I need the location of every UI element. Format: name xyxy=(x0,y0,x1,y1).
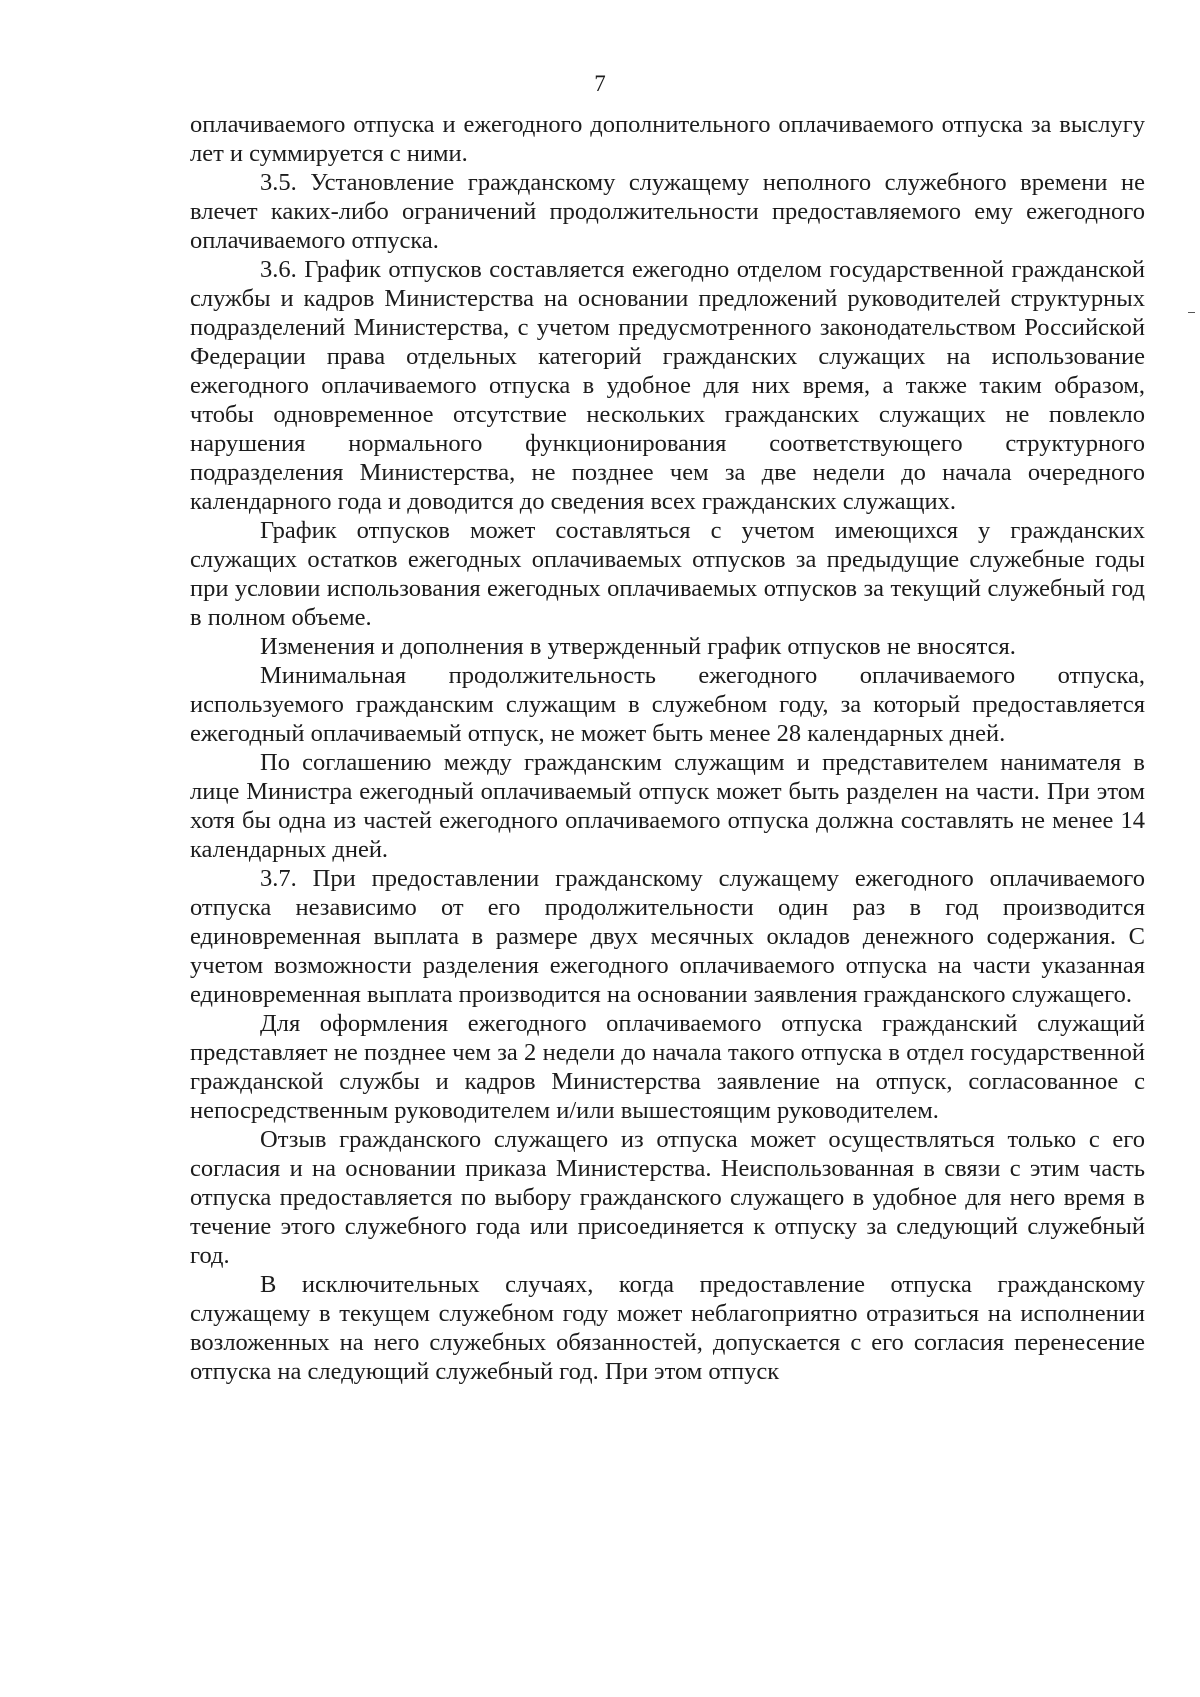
paragraph-schedule-changes: Изменения и дополнения в утвержденный график отпусков не вносятся. xyxy=(260,633,1016,660)
page-number: 7 xyxy=(594,71,606,96)
paragraph-3-6: 3.6. График отпусков составляется ежегодно отделом государственной гражданской службы и кадров Министерства на основании предложений руководителей структурных подразделений Министерства, с учетом предусмотренного законодательством Российской Федерации права отдельных категорий гражданских служащих на использование ежегодного оплачиваемого отпуска в удобное для них время, а также таким образом, чтобы одновременное отсутствие нескольких гражданских служащих не повлекло нарушения нормального функционирования соответствующего структурного подразделения Министерства, не позднее чем за две недели до начала очередного календарного года и доводится до сведения всех гражданских служащих. xyxy=(190,256,1145,515)
paragraph-3-7: 3.7. При предоставлении гражданскому служащему ежегодного оплачиваемого отпуска независимо от его продолжительности один раз в год производится единовременная выплата в размере двух месячных окладов денежного содержания. С учетом возможности разделения ежегодного оплачиваемого отпуска на части указанная единовременная выплата производится на основании заявления гражданского служащего. xyxy=(190,865,1145,1008)
paragraph-division-agreement: По соглашению между гражданским служащим и представителем нанимателя в лице Министра ежегодный оплачиваемый отпуск может быть разделен на части. При этом хотя бы одна из частей ежегодного оплачиваемого отпуска должна составлять не менее 14 календарных дней. xyxy=(190,749,1145,863)
paragraph-recall: Отзыв гражданского служащего из отпуска может осуществляться только с его согласия и на основании приказа Министерства. Неиспользованная в связи с этим часть отпуска предоставляется по выбору гражданского служащего в удобное для него время в течение этого служебного года или присоединяется к отпуску за следующий служебный год. xyxy=(190,1126,1145,1269)
scan-margin-mark xyxy=(1188,312,1195,313)
document-body xyxy=(190,110,1145,1386)
paragraph-minimum-duration: Минимальная продолжительность ежегодного оплачиваемого отпуска, используемого гражданским служащим в служебном году, за который предоставляется ежегодный оплачиваемый отпуск, не может быть менее 28 календарных дней. xyxy=(190,662,1145,747)
paragraph-continuation: оплачиваемого отпуска и ежегодного дополнительного оплачиваемого отпуска за выслугу лет и суммируется с ними. xyxy=(190,111,1145,167)
paragraph-exceptional-cases: В исключительных случаях, когда предоставление отпуска гражданскому служащему в текущем служебном году может неблагоприятно отразиться на исполнении возложенных на него служебных обязанностей, допускается с его согласия перенесение отпуска на следующий служебный год. При этом отпуск xyxy=(190,1271,1145,1385)
paragraph-3-5: 3.5. Установление гражданскому служащему неполного служебного времени не влечет каких-либо ограничений продолжительности предоставляемого ему ежегодного оплачиваемого отпуска. xyxy=(190,169,1145,254)
paragraph-schedule-remainders: График отпусков может составляться с учетом имеющихся у гражданских служащих остатков ежегодных оплачиваемых отпусков за предыдущие служебные годы при условии использования ежегодных оплачиваемых отпусков за текущий служебный год в полном объеме. xyxy=(190,517,1145,631)
paragraph-application: Для оформления ежегодного оплачиваемого отпуска гражданский служащий представляет не позднее чем за 2 недели до начала такого отпуска в отдел государственной гражданской службы и кадров Министерства заявление на отпуск, согласованное с непосредственным руководителем и/или вышестоящим руководителем. xyxy=(190,1010,1145,1124)
